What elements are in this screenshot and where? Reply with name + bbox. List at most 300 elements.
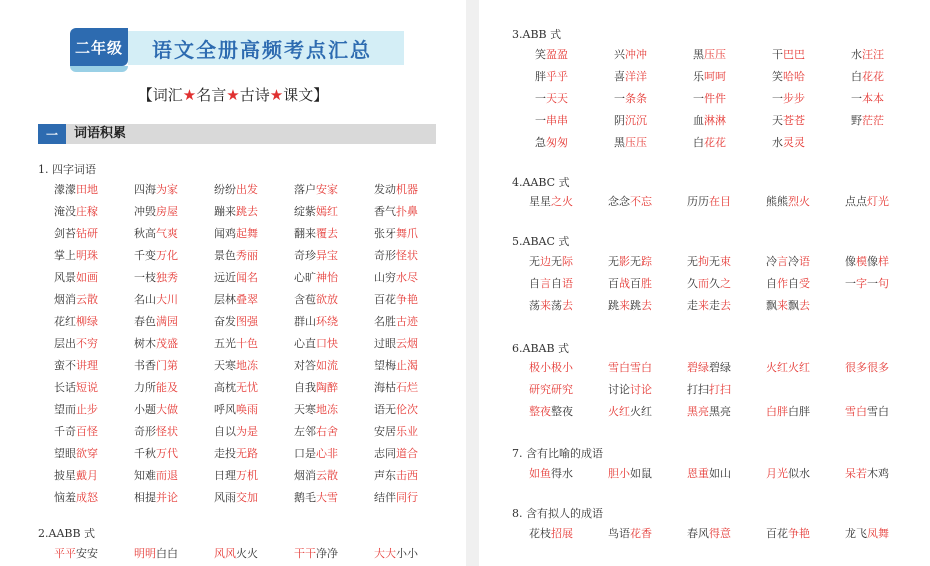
word-part: 一 — [772, 92, 783, 105]
word-part: 大雪 — [316, 491, 338, 504]
word-part: 舞爪 — [396, 227, 418, 240]
word-cell — [772, 134, 851, 154]
word-row — [54, 379, 454, 399]
word-part: 千奇 — [54, 425, 76, 438]
word-part: 不穷 — [76, 337, 98, 350]
word-cell — [374, 423, 454, 443]
word-part: 长话 — [54, 381, 76, 394]
word-part: 声东 — [374, 469, 396, 482]
word-row — [529, 525, 924, 545]
word-part: 淹没 — [54, 205, 76, 218]
word-part: 极小 — [529, 361, 551, 374]
word-part: 戴月 — [76, 469, 98, 482]
word-part: 而 — [698, 277, 709, 290]
word-row — [54, 423, 454, 443]
word-part: 去 — [562, 299, 573, 312]
word-cell — [294, 467, 374, 487]
word-row — [529, 381, 766, 401]
word-part: 闻鸡 — [214, 227, 236, 240]
word-part: 田地 — [76, 183, 98, 196]
word-part: 匆匆 — [546, 136, 568, 149]
word-part: 火红 — [788, 361, 810, 374]
word-row — [535, 46, 930, 66]
right-page — [479, 0, 930, 566]
word-part: 知难 — [134, 469, 156, 482]
group-title: 1. 四字词语 — [38, 163, 96, 176]
word-cell — [214, 203, 294, 223]
word-part: 大川 — [156, 293, 178, 306]
word-part: 庄稼 — [76, 205, 98, 218]
word-part: 心直 — [294, 337, 316, 350]
word-part: 际 — [562, 255, 573, 268]
word-part: 秋高 — [134, 227, 156, 240]
word-part: 很多 — [845, 361, 867, 374]
word-part: 百花 — [374, 293, 396, 306]
word-cell — [845, 525, 924, 545]
word-part: 像 — [867, 255, 878, 268]
word-part: 念念 — [608, 195, 630, 208]
word-part: 雪白 — [608, 361, 630, 374]
word-part: 气爽 — [156, 227, 178, 240]
word-part: 木鸡 — [867, 467, 889, 480]
word-row — [529, 359, 924, 379]
word-part: 喜 — [614, 70, 625, 83]
word-cell — [374, 379, 454, 399]
word-cell — [214, 291, 294, 311]
word-part: 沉沉 — [625, 114, 647, 127]
word-part: 水尽 — [396, 271, 418, 284]
word-part: 花花 — [862, 70, 884, 83]
word-part: 无忧 — [236, 381, 258, 394]
word-cell — [693, 134, 772, 154]
word-cell — [54, 467, 134, 487]
word-part: 万机 — [236, 469, 258, 482]
word-row — [529, 403, 924, 423]
word-cell — [134, 379, 214, 399]
word-part: 火红 — [630, 405, 652, 418]
word-part: 龙飞 — [845, 527, 867, 540]
word-part: 花香 — [630, 527, 652, 540]
word-part: 来 — [777, 299, 788, 312]
word-row — [529, 253, 924, 273]
word-part: 含苞 — [294, 293, 316, 306]
word-part: 争艳 — [396, 293, 418, 306]
word-cell — [134, 181, 214, 201]
word-cell — [214, 379, 294, 399]
word-cell — [766, 525, 845, 545]
word-part: 茂盛 — [156, 337, 178, 350]
word-cell — [845, 253, 924, 273]
word-cell — [687, 403, 766, 423]
word-cell — [608, 193, 687, 213]
word-part: 之火 — [551, 195, 573, 208]
word-row — [535, 68, 930, 88]
word-cell — [687, 465, 766, 485]
word-part: 在目 — [709, 195, 731, 208]
word-part: 白胖 — [766, 405, 788, 418]
word-part: 招展 — [551, 527, 573, 540]
word-part: 野 — [851, 114, 862, 127]
word-part: 图强 — [236, 315, 258, 328]
word-cell — [214, 467, 294, 487]
word-part: 久 — [709, 277, 720, 290]
word-part: 灯光 — [867, 195, 889, 208]
word-cell — [54, 401, 134, 421]
word-part: 影 — [619, 255, 630, 268]
word-row — [535, 112, 930, 132]
word-part: 走 — [687, 299, 698, 312]
word-cell — [374, 489, 454, 509]
word-part: 干 — [772, 48, 783, 61]
word-part: 雪白 — [867, 405, 889, 418]
word-part: 胜 — [641, 277, 652, 290]
word-part: 蹦来 — [214, 205, 236, 218]
word-cell — [529, 297, 608, 317]
word-part: 点点 — [845, 195, 867, 208]
word-cell — [851, 90, 930, 110]
word-part: 语无 — [374, 403, 396, 416]
word-cell — [608, 403, 687, 423]
word-part: 兴 — [614, 48, 625, 61]
word-cell — [294, 445, 374, 465]
word-row — [54, 225, 454, 245]
word-cell — [535, 46, 614, 66]
word-cell — [374, 203, 454, 223]
word-row — [54, 203, 454, 223]
word-cell — [535, 90, 614, 110]
word-cell — [54, 291, 134, 311]
word-cell — [687, 359, 766, 379]
word-part: 五光 — [214, 337, 236, 350]
word-part: 止步 — [76, 403, 98, 416]
word-cell — [529, 275, 608, 295]
word-part: 黑 — [693, 48, 704, 61]
section-header — [38, 124, 436, 144]
word-part: 像 — [845, 255, 856, 268]
word-cell — [766, 275, 845, 295]
word-cell — [535, 112, 614, 132]
word-cell — [529, 465, 608, 485]
word-part: 哈哈 — [783, 70, 805, 83]
word-part: 得水 — [551, 467, 573, 480]
word-part: 水 — [772, 136, 783, 149]
group-title: 3.ABB 式 — [512, 28, 562, 41]
word-part: 安安 — [76, 547, 98, 560]
word-part: 无 — [529, 255, 540, 268]
word-part: 走投 — [214, 447, 236, 460]
word-part: 千秋 — [134, 447, 156, 460]
word-part: 树木 — [134, 337, 156, 350]
word-part: 云烟 — [396, 337, 418, 350]
word-part: 笑 — [772, 70, 783, 83]
word-cell — [608, 381, 687, 401]
word-cell — [214, 247, 294, 267]
word-part: 力所 — [134, 381, 156, 394]
group-title: 6.ABAB 式 — [512, 342, 570, 355]
word-part: 冲冲 — [625, 48, 647, 61]
word-part: 神怡 — [316, 271, 338, 284]
word-cell — [693, 112, 772, 132]
word-cell — [134, 489, 214, 509]
word-part: 茫茫 — [862, 114, 884, 127]
word-cell — [214, 225, 294, 245]
word-part: 呵呵 — [704, 70, 726, 83]
word-part: 风风 — [214, 547, 236, 560]
word-part: 掌上 — [54, 249, 76, 262]
word-cell — [374, 247, 454, 267]
word-cell — [374, 291, 454, 311]
word-cell — [214, 313, 294, 333]
word-cell — [608, 465, 687, 485]
word-part: 走 — [709, 299, 720, 312]
word-part: 如山 — [709, 467, 731, 480]
word-part: 恼羞 — [54, 491, 76, 504]
word-cell — [374, 335, 454, 355]
word-cell — [772, 68, 851, 88]
word-part: 边 — [540, 255, 551, 268]
word-cell — [134, 269, 214, 289]
word-cell — [134, 247, 214, 267]
word-row — [529, 465, 924, 485]
word-part: 步步 — [783, 92, 805, 105]
word-part: 过眼 — [374, 337, 396, 350]
word-part: 历历 — [687, 195, 709, 208]
word-part: 样 — [878, 255, 889, 268]
word-part: 满园 — [156, 315, 178, 328]
word-part: 怪状 — [396, 249, 418, 262]
word-part: 语 — [799, 255, 810, 268]
word-cell — [845, 403, 924, 423]
word-cell — [687, 275, 766, 295]
word-cell — [766, 297, 845, 317]
word-part: 星星 — [529, 195, 551, 208]
word-cell — [693, 46, 772, 66]
word-part: 山穷 — [374, 271, 396, 284]
word-part: 而退 — [156, 469, 178, 482]
word-part: 大做 — [156, 403, 178, 416]
word-part: 打扫 — [687, 383, 709, 396]
word-part: 钻研 — [76, 227, 98, 240]
word-part: 书香 — [134, 359, 156, 372]
word-part: 无路 — [236, 447, 258, 460]
word-row — [54, 335, 454, 355]
word-part: 披星 — [54, 469, 76, 482]
word-part: 扑鼻 — [396, 205, 418, 218]
word-part: 心旷 — [294, 271, 316, 284]
word-part: 胆小 — [608, 467, 630, 480]
word-cell — [54, 181, 134, 201]
word-part: 压压 — [704, 48, 726, 61]
word-part: 百怪 — [76, 425, 98, 438]
word-cell — [529, 193, 608, 213]
word-part: 件件 — [704, 92, 726, 105]
word-cell — [772, 46, 851, 66]
word-part: 异宝 — [316, 249, 338, 262]
word-part: 白胖 — [788, 405, 810, 418]
word-cell — [54, 269, 134, 289]
word-part: 奋发 — [214, 315, 236, 328]
word-part: 层出 — [54, 337, 76, 350]
word-cell — [845, 275, 924, 295]
word-part: 来 — [619, 299, 630, 312]
word-part: 整夜 — [551, 405, 573, 418]
word-part: 望梅 — [374, 359, 396, 372]
word-part: 能及 — [156, 381, 178, 394]
group-title: 5.ABAC 式 — [512, 235, 570, 248]
word-part: 言 — [540, 277, 551, 290]
word-cell — [766, 359, 845, 379]
word-part: 天寒 — [214, 359, 236, 372]
word-part: 之 — [720, 277, 731, 290]
word-part: 月光 — [766, 467, 788, 480]
word-cell — [529, 403, 608, 423]
word-part: 花枝 — [529, 527, 551, 540]
word-part: 名胜 — [374, 315, 396, 328]
word-cell — [614, 134, 693, 154]
word-cell — [608, 275, 687, 295]
word-part: 落户 — [294, 183, 316, 196]
word-part: 欲穿 — [76, 447, 98, 460]
word-part: 地冻 — [236, 359, 258, 372]
word-part: 战 — [619, 277, 630, 290]
star-icon: ★ — [182, 86, 197, 104]
word-cell — [294, 335, 374, 355]
word-cell — [294, 423, 374, 443]
word-part: 四海 — [134, 183, 156, 196]
word-part: 志同 — [374, 447, 396, 460]
word-part: 得意 — [709, 527, 731, 540]
word-part: 风雨 — [214, 491, 236, 504]
word-part: 小题 — [134, 403, 156, 416]
word-part: 不忘 — [630, 195, 652, 208]
word-part: 石烂 — [396, 381, 418, 394]
word-part: 为家 — [156, 183, 178, 196]
word-cell — [614, 112, 693, 132]
word-part: 香气 — [374, 205, 396, 218]
word-cell — [294, 357, 374, 377]
word-part: 鹅毛 — [294, 491, 316, 504]
word-part: 碧绿 — [709, 361, 731, 374]
word-part: 击西 — [396, 469, 418, 482]
word-part: 自 — [529, 277, 540, 290]
word-cell — [54, 203, 134, 223]
word-cell — [134, 335, 214, 355]
word-cell — [54, 445, 134, 465]
word-cell — [134, 545, 214, 565]
word-cell — [214, 181, 294, 201]
word-part: 云散 — [76, 293, 98, 306]
group-title: 7. 含有比喻的成语 — [512, 447, 603, 460]
word-row — [54, 357, 454, 377]
word-part: 久 — [687, 277, 698, 290]
word-part: 去 — [720, 299, 731, 312]
word-part: 急 — [535, 136, 546, 149]
word-part: 跳去 — [236, 205, 258, 218]
word-part: 短说 — [76, 381, 98, 394]
word-part: 水 — [851, 48, 862, 61]
word-part: 一 — [535, 92, 546, 105]
word-part: 高枕 — [214, 381, 236, 394]
word-cell — [374, 313, 454, 333]
word-part: 伦次 — [396, 403, 418, 416]
word-part: 如鼠 — [630, 467, 652, 480]
word-part: 平平 — [54, 547, 76, 560]
word-cell — [529, 381, 608, 401]
word-part: 明珠 — [76, 249, 98, 262]
word-part: 作 — [777, 277, 788, 290]
word-part: 结伴 — [374, 491, 396, 504]
word-part: 条条 — [625, 92, 647, 105]
word-part: 柳绿 — [76, 315, 98, 328]
word-cell — [772, 90, 851, 110]
word-cell — [535, 134, 614, 154]
word-row — [529, 275, 924, 295]
word-cell — [614, 68, 693, 88]
word-part: 讲理 — [76, 359, 98, 372]
grade-tag: 二年级 — [70, 28, 128, 66]
word-row — [54, 545, 454, 565]
word-part: 自 — [766, 277, 777, 290]
word-part: 天天 — [546, 92, 568, 105]
word-part: 古迹 — [396, 315, 418, 328]
word-part: 一 — [693, 92, 704, 105]
word-part: 言 — [777, 255, 788, 268]
word-part: 乎乎 — [546, 70, 568, 83]
word-part: 鸟语 — [608, 527, 630, 540]
word-row — [54, 489, 454, 509]
word-cell — [214, 269, 294, 289]
word-part: 冲毁 — [134, 205, 156, 218]
word-part: 闻名 — [236, 271, 258, 284]
word-part: 盈盈 — [546, 48, 568, 61]
word-part: 远近 — [214, 271, 236, 284]
word-part: 张牙 — [374, 227, 396, 240]
word-part: 欲放 — [316, 293, 338, 306]
word-part: 地冻 — [316, 403, 338, 416]
word-part: 烈火 — [788, 195, 810, 208]
word-cell — [54, 313, 134, 333]
word-part: 苍苍 — [783, 114, 805, 127]
word-part: 左邻 — [294, 425, 316, 438]
word-cell — [687, 253, 766, 273]
word-part: 同行 — [396, 491, 418, 504]
word-part: 为是 — [236, 425, 258, 438]
word-part: 串串 — [546, 114, 568, 127]
word-part: 火红 — [766, 361, 788, 374]
word-part: 唤雨 — [236, 403, 258, 416]
word-part: 万代 — [156, 447, 178, 460]
word-part: 奇形 — [374, 249, 396, 262]
word-part: 如流 — [316, 359, 338, 372]
word-cell — [294, 379, 374, 399]
word-part: 模 — [856, 255, 867, 268]
word-part: 口快 — [316, 337, 338, 350]
word-cell — [374, 225, 454, 245]
word-part: 句 — [878, 277, 889, 290]
word-part: 对答 — [294, 359, 316, 372]
word-cell — [294, 225, 374, 245]
word-part: 烟消 — [294, 469, 316, 482]
word-part: 灵灵 — [783, 136, 805, 149]
word-cell — [608, 297, 687, 317]
word-part: 整夜 — [529, 405, 551, 418]
star-icon: ★ — [269, 86, 284, 104]
word-part: 笑 — [535, 48, 546, 61]
word-cell — [294, 291, 374, 311]
word-part: 似水 — [788, 467, 810, 480]
word-part: 字 — [856, 277, 867, 290]
word-part: 秀丽 — [236, 249, 258, 262]
